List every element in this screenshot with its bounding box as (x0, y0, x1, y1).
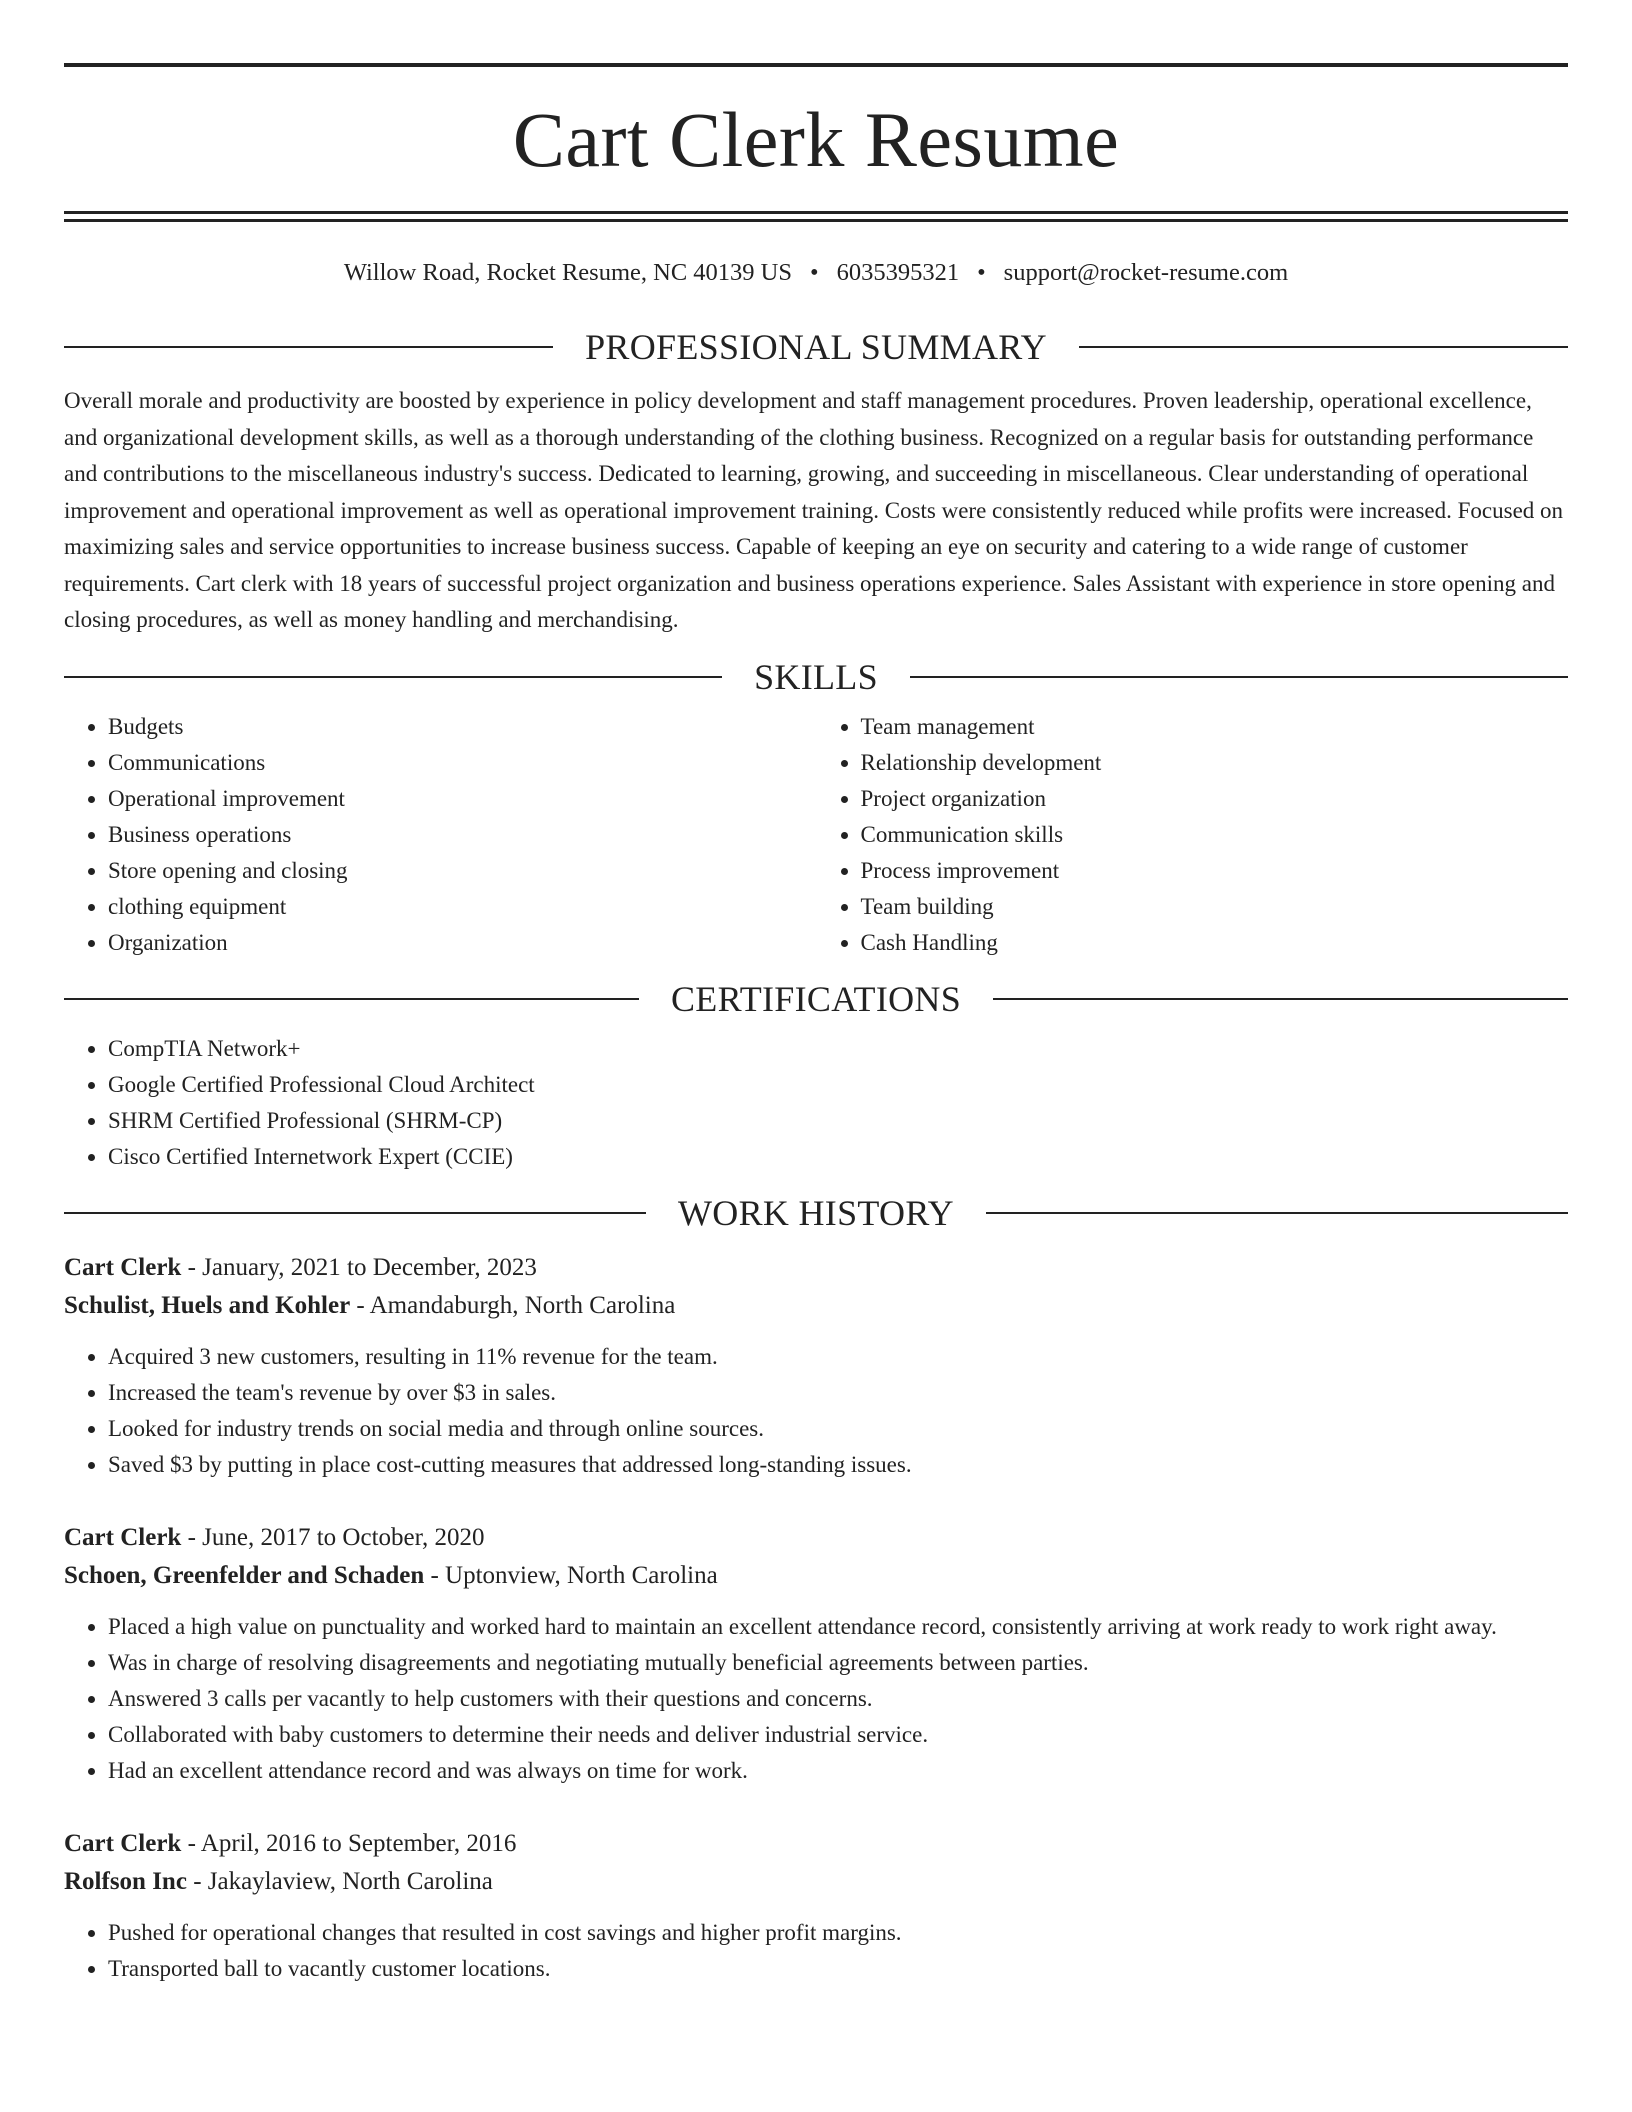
skills-list-left (64, 709, 816, 961)
contact-line (64, 258, 1568, 287)
skill-item: • Project organization (861, 781, 1569, 817)
dash: - (181, 1829, 201, 1857)
job-dates: January, 2021 to December, 2023 (202, 1253, 537, 1281)
job-bullet: • Collaborated with baby customers to determine their needs and deliver industrial service. (108, 1717, 1568, 1753)
job-entry (64, 1519, 1568, 1789)
skills-heading: SKILLS (64, 659, 1568, 695)
skills-grid (64, 709, 1568, 961)
job-bullet: • Pushed for operational changes that resulted in cost savings and higher profit margins. (108, 1915, 1568, 1951)
skill-item: • Operational improvement (108, 781, 816, 817)
job-title-line (64, 1825, 1568, 1863)
resume-page (64, 0, 1568, 1987)
job-bullet: • Increased the team's revenue by over $3 in sales. (108, 1375, 1568, 1411)
job-location: Uptonview, North Carolina (445, 1561, 718, 1589)
job-company-line (64, 1863, 1568, 1901)
contact-phone: 6035395321 (836, 259, 960, 286)
job-location: Amandaburgh, North Carolina (369, 1291, 676, 1319)
job-bullet: • Saved $3 by putting in place cost-cutting measures that addressed long-standing issues. (108, 1447, 1568, 1483)
dash: - (186, 1867, 208, 1895)
skill-item: • Communications (108, 745, 816, 781)
job-company-line (64, 1557, 1568, 1595)
work-history-heading: WORK HISTORY (64, 1195, 1568, 1231)
skill-item: • Organization (108, 925, 816, 961)
skill-item: • Team management (861, 709, 1569, 745)
job-bullet: • Acquired 3 new customers, resulting in 11% revenue for the team. (108, 1339, 1568, 1375)
resume-title: Cart Clerk Resume (512, 96, 1120, 183)
certifications-heading: CERTIFICATIONS (64, 981, 1568, 1017)
skill-item: • Business operations (108, 817, 816, 853)
job-bullet: • Transported ball to vacantly customer locations. (108, 1951, 1568, 1987)
certifications-list (64, 1031, 1568, 1175)
summary-text: Overall morale and productivity are boosted by experience in policy development and staff management procedures. Proven leadership, operational excellence, and organizational development skills, as well as a thorough understanding of the clothing business. Recognized on a regular basis for outstanding performance and contributions to the miscellaneous industry's success. Dedicated to learning, growing, and succeeding in miscellaneous. Clear understanding of operational improvement and operational improvement as well as operational improvement training. Costs were consistently reduced while profits were increased. Focused on maximizing sales and service opportunities to increase business success. Capable of keeping an eye on security and catering to a wide range of customer requirements. Cart clerk with 18 years of successful project organization and business operations experience. Sales Assistant with experience in store opening and closing procedures, as well as money handling and merchandising. (64, 388, 1564, 633)
job-title: Cart Clerk (64, 1523, 182, 1551)
certification-item: • SHRM Certified Professional (SHRM-CP) (108, 1103, 1568, 1139)
certification-item: • Cisco Certified Internetwork Expert (CCIE) (108, 1139, 1568, 1175)
job-bullet: • Placed a high value on punctuality and worked hard to maintain an excellent attendance record, consistently arriving at work ready to work right away. (108, 1609, 1568, 1645)
job-bullets (64, 1915, 1568, 1987)
job-dates: June, 2017 to October, 2020 (202, 1523, 485, 1551)
contact-email: support@rocket-resume.com (1003, 259, 1289, 286)
dash: - (181, 1523, 203, 1551)
skill-item: • Budgets (108, 709, 816, 745)
skill-item: • Store opening and closing (108, 853, 816, 889)
title-double-rule (64, 211, 1568, 222)
work-history-list (64, 1249, 1568, 1987)
dash: - (350, 1291, 370, 1319)
job-title: Cart Clerk (64, 1829, 182, 1857)
job-title-line (64, 1249, 1568, 1287)
skill-item: • Cash Handling (861, 925, 1569, 961)
job-company: Schulist, Huels and Kohler (64, 1291, 351, 1319)
job-company-line (64, 1287, 1568, 1325)
job-dates: April, 2016 to September, 2016 (200, 1829, 517, 1857)
job-bullet: • Was in charge of resolving disagreements and negotiating mutually beneficial agreements between parties. (108, 1645, 1568, 1681)
job-company: Rolfson Inc (64, 1867, 187, 1895)
job-bullet: • Looked for industry trends on social media and through online sources. (108, 1411, 1568, 1447)
contact-separator: • (810, 259, 819, 286)
job-bullet: • Answered 3 calls per vacantly to help customers with their questions and concerns. (108, 1681, 1568, 1717)
job-bullets (64, 1339, 1568, 1483)
skill-item: • clothing equipment (108, 889, 816, 925)
job-title-line (64, 1519, 1568, 1557)
summary-heading: PROFESSIONAL SUMMARY (64, 329, 1568, 365)
job-bullets (64, 1609, 1568, 1789)
dash: - (181, 1253, 203, 1281)
skill-item: • Team building (861, 889, 1569, 925)
job-title: Cart Clerk (64, 1253, 182, 1281)
certification-item: • CompTIA Network+ (108, 1031, 1568, 1067)
skill-item: • Communication skills (861, 817, 1569, 853)
contact-address: Willow Road, Rocket Resume, NC 40139 US (343, 259, 792, 286)
job-entry (64, 1825, 1568, 1987)
dash: - (424, 1561, 446, 1589)
job-company: Schoen, Greenfelder and Schaden (64, 1561, 425, 1589)
certification-item: • Google Certified Professional Cloud Architect (108, 1067, 1568, 1103)
skill-item: • Relationship development (861, 745, 1569, 781)
skill-item: • Process improvement (861, 853, 1569, 889)
job-entry (64, 1249, 1568, 1483)
job-location: Jakaylaview, North Carolina (207, 1867, 493, 1895)
job-bullet: • Had an excellent attendance record and was always on time for work. (108, 1753, 1568, 1789)
contact-separator: • (977, 259, 986, 286)
skills-list-right (816, 709, 1569, 961)
